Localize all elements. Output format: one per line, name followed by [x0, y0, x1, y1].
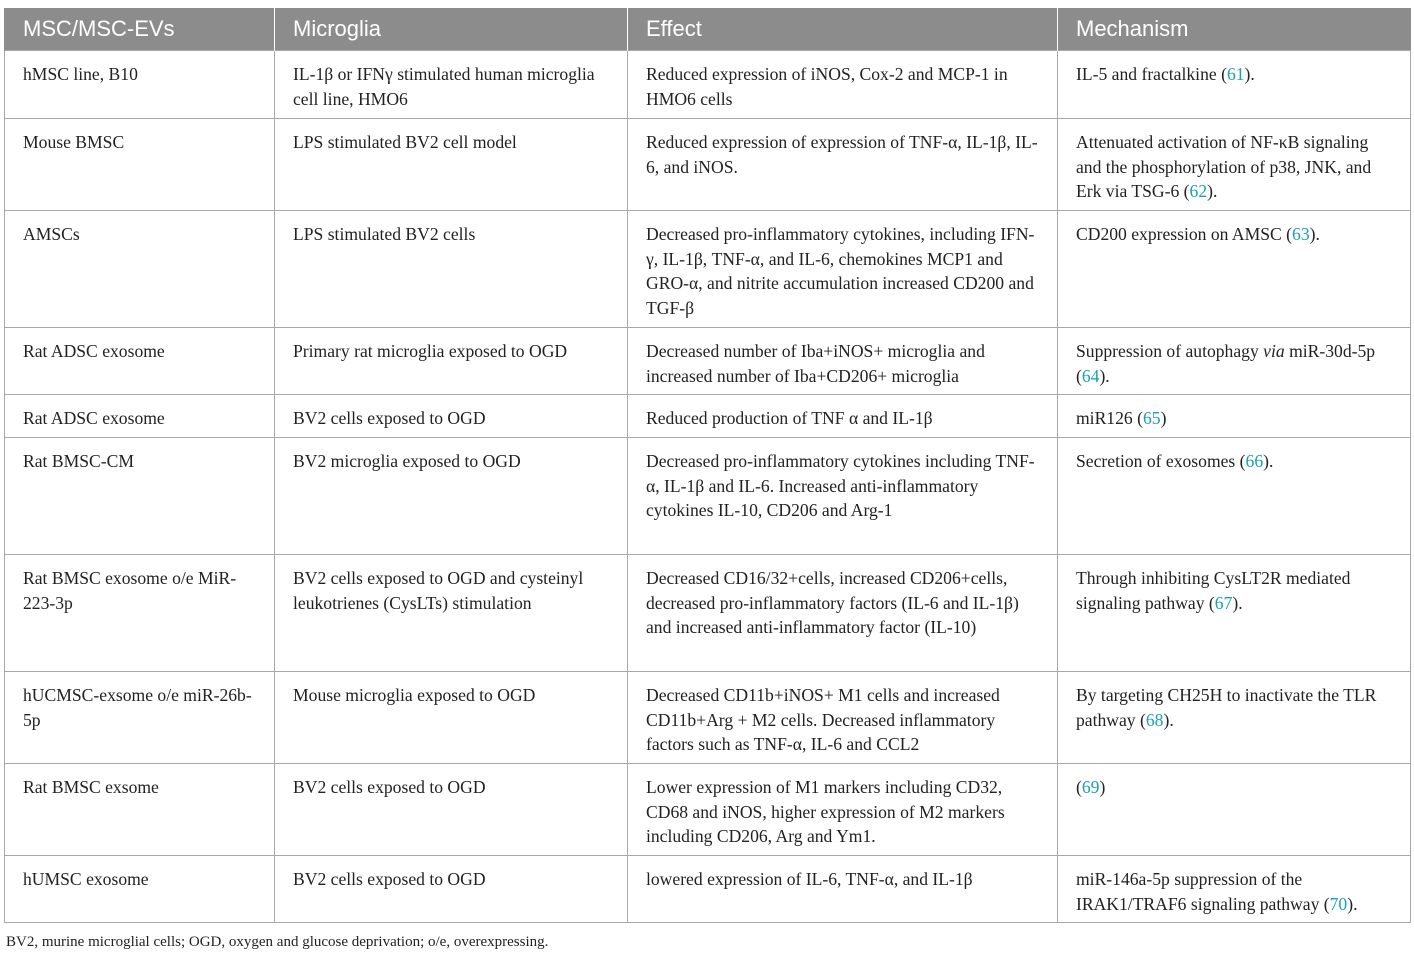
- mechanism-text: (: [1076, 777, 1082, 797]
- table-container: [4, 8, 1410, 923]
- cell-effect: Decreased pro-inflammatory cytokines including TNF- α, IL-1β and IL-6. Increased anti-inflammatory cytokines IL-10, CD206 and Arg-1: [628, 438, 1058, 555]
- cell-microglia: BV2 cells exposed to OGD: [275, 856, 628, 923]
- cell-msc: Rat ADSC exosome: [5, 395, 275, 438]
- reference-link[interactable]: 65: [1142, 408, 1161, 428]
- msc-microglia-table: [4, 8, 1411, 923]
- reference-link[interactable]: 68: [1145, 709, 1164, 730]
- mechanism-text: ).: [1232, 592, 1243, 613]
- cell-microglia: BV2 cells exposed to OGD: [275, 395, 628, 438]
- cell-microglia: LPS stimulated BV2 cells: [275, 211, 628, 328]
- reference-link[interactable]: 64: [1081, 365, 1100, 386]
- mechanism-text: ).: [1163, 709, 1174, 730]
- mechanism-text: IL-5 and fractalkine (: [1076, 64, 1227, 84]
- cell-mechanism: [1058, 51, 1411, 119]
- table-row: [5, 51, 1411, 119]
- header-mechanism: Mechanism: [1058, 8, 1411, 51]
- cell-microglia: Mouse microglia exposed to OGD: [275, 672, 628, 764]
- cell-effect: Reduced expression of expression of TNF-α, IL-1β, IL-6, and iNOS.: [628, 119, 1058, 211]
- mechanism-text: miR-30d-5p (: [1076, 341, 1376, 386]
- header-microglia: Microglia: [275, 8, 628, 51]
- mechanism-text: Through inhibiting CysLT2R mediated signaling pathway (: [1076, 568, 1351, 613]
- cell-effect: Decreased CD16/32+cells, increased CD206+cells, decreased pro-inflammatory factors (IL-6 and IL-1β) and increased anti-inflammatory factor (IL-10): [628, 555, 1058, 672]
- mechanism-text: Suppression of autophagy: [1076, 341, 1264, 361]
- cell-mechanism: [1058, 672, 1411, 764]
- cell-microglia: IL-1β or IFNγ stimulated human microglia cell line, HMO6: [275, 51, 628, 119]
- table-row: [5, 672, 1411, 764]
- cell-mechanism: [1058, 856, 1411, 923]
- table-footnote: BV2, murine microglial cells; OGD, oxygen and glucose deprivation; o/e, overexpressing.: [6, 934, 549, 950]
- cell-msc: Rat ADSC exosome: [5, 328, 275, 395]
- cell-effect: Reduced production of TNF α and IL-1β: [628, 395, 1058, 438]
- cell-mechanism: [1058, 211, 1411, 328]
- table-header: [5, 8, 1411, 51]
- mechanism-text: ): [1160, 408, 1167, 428]
- cell-effect: Lower expression of M1 markers including CD32, CD68 and iNOS, higher expression of M2 markers including CD206, Arg and Ym1.: [628, 764, 1058, 856]
- cell-mechanism: [1058, 555, 1411, 672]
- mechanism-text: CD200 expression on AMSC (: [1076, 224, 1293, 244]
- cell-mechanism: [1058, 119, 1411, 211]
- table-row: [5, 395, 1411, 438]
- cell-msc: Rat BMSC exosome o/e MiR-223-3p: [5, 555, 275, 672]
- cell-msc: hUMSC exosome: [5, 856, 275, 923]
- cell-effect: Decreased number of Iba+iNOS+ microglia and increased number of Iba+CD206+ microglia: [628, 328, 1058, 395]
- mechanism-text: ).: [1263, 451, 1274, 471]
- cell-msc: Rat BMSC-CM: [5, 438, 275, 555]
- mechanism-text: By targeting CH25H to inactivate the TLR pathway (: [1076, 685, 1377, 730]
- cell-microglia: BV2 cells exposed to OGD: [275, 764, 628, 856]
- reference-link[interactable]: 69: [1081, 777, 1100, 797]
- mechanism-text: miR-146a-5p suppression of the IRAK1/TRAF6 signaling pathway (: [1076, 869, 1330, 914]
- cell-mechanism: [1058, 328, 1411, 395]
- table-row: [5, 555, 1411, 672]
- table-row: [5, 856, 1411, 923]
- header-msc: MSC/MSC-EVs: [5, 8, 275, 51]
- cell-microglia: BV2 microglia exposed to OGD: [275, 438, 628, 555]
- mechanism-text: miR126 (: [1076, 408, 1143, 428]
- cell-effect: lowered expression of IL-6, TNF-α, and IL-1β: [628, 856, 1058, 923]
- cell-effect: Reduced expression of iNOS, Cox-2 and MCP-1 in HMO6 cells: [628, 51, 1058, 119]
- cell-msc: AMSCs: [5, 211, 275, 328]
- table-body: [5, 51, 1411, 923]
- table-row: [5, 328, 1411, 395]
- mechanism-italic: via: [1263, 341, 1285, 361]
- cell-msc: hUCMSC-exsome o/e miR-26b-5p: [5, 672, 275, 764]
- mechanism-text: Attenuated activation of NF-κB signaling and the phosphorylation of p38, JNK, and Erk via TSG-6 (: [1076, 132, 1372, 201]
- cell-microglia: BV2 cells exposed to OGD and cysteinyl leukotrienes (CysLTs) stimulation: [275, 555, 628, 672]
- cell-msc: Rat BMSC exsome: [5, 764, 275, 856]
- cell-microglia: LPS stimulated BV2 cell model: [275, 119, 628, 211]
- mechanism-text: ).: [1244, 64, 1255, 84]
- table-row: [5, 438, 1411, 555]
- cell-effect: Decreased CD11b+iNOS+ M1 cells and increased CD11b+Arg + M2 cells. Decreased inflammatory factors such as TNF-α, IL-6 and CCL2: [628, 672, 1058, 764]
- reference-link[interactable]: 67: [1214, 592, 1233, 613]
- reference-link[interactable]: 62: [1189, 181, 1208, 201]
- reference-link[interactable]: 66: [1245, 451, 1264, 471]
- cell-mechanism: [1058, 438, 1411, 555]
- cell-microglia: Primary rat microglia exposed to OGD: [275, 328, 628, 395]
- reference-link[interactable]: 70: [1329, 893, 1348, 914]
- mechanism-text: Secretion of exosomes (: [1076, 451, 1246, 471]
- mechanism-text: ).: [1099, 365, 1110, 386]
- table-row: [5, 211, 1411, 328]
- mechanism-text: ).: [1347, 893, 1358, 914]
- mechanism-text: ): [1099, 777, 1106, 797]
- mechanism-text: ).: [1309, 224, 1320, 244]
- cell-msc: hMSC line, B10: [5, 51, 275, 119]
- header-effect: Effect: [628, 8, 1058, 51]
- cell-msc: Mouse BMSC: [5, 119, 275, 211]
- table-row: [5, 764, 1411, 856]
- reference-link[interactable]: 63: [1292, 224, 1310, 244]
- mechanism-text: ).: [1207, 181, 1218, 201]
- cell-effect: Decreased pro-inflammatory cytokines, including IFN-γ, IL-1β, TNF-α, and IL-6, chemokines MCP1 and GRO-α, and nitrite accumulation increased CD200 and TGF-β: [628, 211, 1058, 328]
- table-row: [5, 119, 1411, 211]
- cell-mechanism: [1058, 764, 1411, 856]
- reference-link[interactable]: 61: [1226, 64, 1245, 84]
- header-row: [5, 8, 1411, 51]
- cell-mechanism: [1058, 395, 1411, 438]
